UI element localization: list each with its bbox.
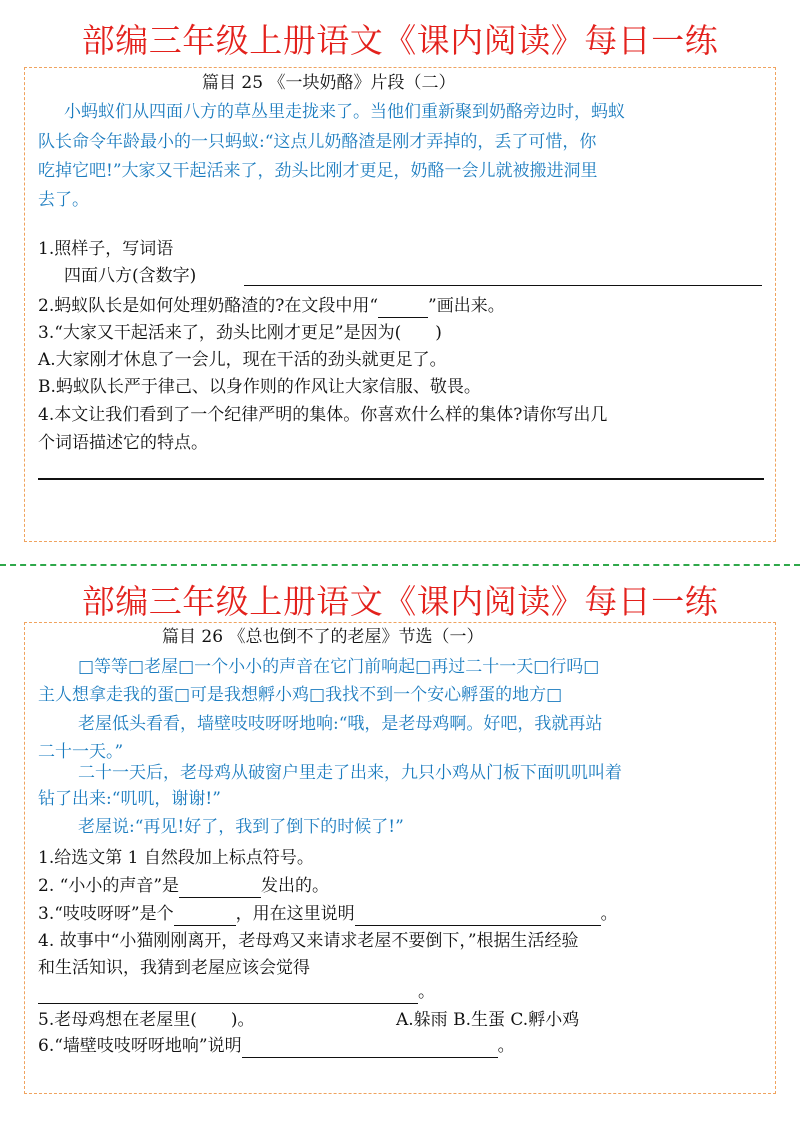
question-4-answer: 。 — [38, 980, 435, 1004]
question-5: 5.老母鸡想在老屋里( )。 — [38, 1010, 255, 1030]
passage-line: 队长命令年龄最小的一只蚂蚁:“这点儿奶酪渣是刚才弄掉的，丢了可惜，你 — [38, 132, 597, 152]
answer-blank[interactable] — [242, 1039, 498, 1058]
answer-blank[interactable] — [179, 879, 261, 898]
passage-line: 老屋说:“再见!好了，我到了倒下的时候了!” — [78, 817, 404, 837]
passage-heading: 篇目 26 《总也倒不了的老屋》节选（一） — [162, 627, 484, 647]
passage-line: 二十一天后，老母鸡从破窗户里走了出来，九只小鸡从门板下面叽叽叫着 — [78, 763, 622, 783]
question-3-option-b: B.蚂蚁队长严于律己、以身作则的作风让大家信服、敬畏。 — [38, 377, 481, 397]
question-3-option-a: A.大家刚才休息了一会儿，现在干活的劲头就更足了。 — [38, 350, 447, 370]
cut-line — [0, 564, 800, 566]
sheet-title: 部编三年级上册语文《课内阅读》每日一练 — [81, 582, 719, 621]
question-3: 3.“吱吱呀呀”是个 ，用在这里说明 。 — [38, 904, 618, 924]
passage-line: 吃掉它吧!”大家又干起活来了，劲头比刚才更足，奶酪一会儿就被搬进洞里 — [38, 161, 598, 181]
sheet-title: 部编三年级上册语文《课内阅读》每日一练 — [81, 21, 719, 60]
answer-blank[interactable] — [355, 907, 601, 926]
question-5-options: A.躲雨 B.生蛋 C.孵小鸡 — [396, 1010, 580, 1030]
passage-line: □等等□老屋□一个小小的声音在它门前响起□再过二十一天□行吗□ — [78, 657, 600, 677]
question-1: 1.给选文第 1 自然段加上标点符号。 — [38, 848, 314, 868]
question-6: 6.“墙壁吱吱呀呀地响”说明 。 — [38, 1036, 515, 1056]
passage-line: 小蚂蚁们从四面八方的草丛里走拢来了。当他们重新聚到奶酪旁边时，蚂蚁 — [64, 102, 625, 122]
answer-line[interactable] — [244, 285, 762, 286]
question-1: 1.照样子，写词语 — [38, 239, 174, 259]
passage-line: 二十一天。” — [38, 742, 124, 762]
question-2: 2.蚂蚁队长是如何处理奶酪渣的?在文段中用“ ”画出来。 — [38, 296, 505, 316]
question-4: 4.本文让我们看到了一个纪律严明的集体。你喜欢什么样的集体?请你写出几 — [38, 405, 608, 425]
answer-line[interactable] — [38, 478, 764, 480]
answer-blank[interactable] — [378, 299, 428, 318]
passage-line: 钻了出来:“叽叽，谢谢!” — [38, 789, 221, 809]
question-4-cont: 和生活知识，我猜到老屋应该会觉得 — [38, 958, 310, 978]
question-3: 3.“大家又干起活来了，劲头比刚才更足”是因为( ) — [38, 323, 442, 343]
question-1-example: 四面八方(含数字) — [64, 266, 197, 286]
question-4: 4. 故事中“小猫刚刚离开，老母鸡又来请求老屋不要倒下，”根据生活经验 — [38, 931, 579, 951]
passage-line: 老屋低头看看，墙壁吱吱呀呀地响:“哦，是老母鸡啊。好吧，我就再站 — [78, 714, 603, 734]
passage-line: 去了。 — [38, 190, 89, 210]
question-4-cont: 个词语描述它的特点。 — [38, 433, 208, 453]
passage-line: 主人想拿走我的蛋□可是我想孵小鸡□我找不到一个安心孵蛋的地方□ — [38, 685, 563, 705]
question-2: 2. “小小的声音”是 发出的。 — [38, 876, 330, 896]
answer-blank[interactable] — [38, 985, 418, 1004]
answer-blank[interactable] — [174, 907, 236, 926]
passage-heading: 篇目 25 《一块奶酪》片段（二） — [202, 73, 456, 93]
